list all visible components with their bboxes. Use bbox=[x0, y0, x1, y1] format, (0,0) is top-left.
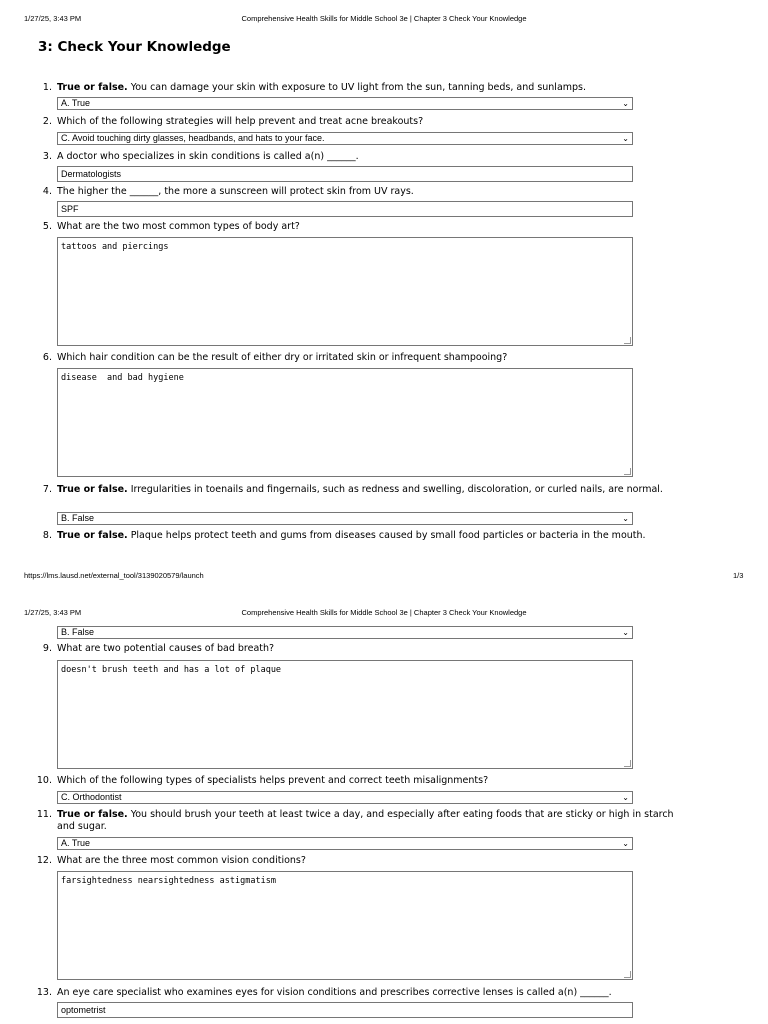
question-number: 12. bbox=[36, 855, 52, 866]
print-title: Comprehensive Health Skills for Middle School 3e | Chapter 3 Check Your Knowledge bbox=[241, 608, 527, 617]
answer-text: farsightedness nearsightedness astigmatism bbox=[61, 876, 276, 886]
question-text bbox=[57, 809, 677, 832]
question-number: 11. bbox=[36, 809, 52, 820]
answer-textarea[interactable] bbox=[57, 660, 633, 769]
answer-select[interactable] bbox=[57, 837, 633, 850]
question-body: You can damage your skin with exposure to UV light from the sun, tanning beds, and sunlamps. bbox=[127, 82, 587, 93]
chevron-down-icon: ⌄ bbox=[622, 628, 629, 637]
page-number: 1/3 bbox=[733, 571, 744, 580]
question-text: An eye care specialist who examines eyes for vision conditions and prescribes corrective lenses is called a(n) ______. bbox=[57, 987, 612, 998]
chevron-down-icon: ⌄ bbox=[622, 134, 629, 143]
answer-select[interactable] bbox=[57, 97, 633, 110]
question-number: 1. bbox=[42, 82, 52, 93]
question-number: 2. bbox=[42, 116, 52, 127]
answer-text: doesn't brush teeth and has a lot of plaque bbox=[61, 665, 282, 675]
chevron-down-icon: ⌄ bbox=[622, 99, 629, 108]
true-false-label: True or false. bbox=[57, 530, 128, 541]
question-number: 10. bbox=[36, 775, 52, 786]
answer-textarea[interactable] bbox=[57, 871, 633, 980]
question-text bbox=[57, 82, 677, 94]
question-body: Plaque helps protect teeth and gums from diseases caused by small food particles or bacteria in the mouth. bbox=[127, 530, 646, 541]
question-number: 8. bbox=[42, 530, 52, 541]
question-number: 5. bbox=[42, 221, 52, 232]
question-number: 3. bbox=[42, 151, 52, 162]
selected-value: B. False bbox=[61, 627, 95, 637]
question-text bbox=[57, 484, 677, 496]
question-number: 13. bbox=[36, 987, 52, 998]
question-number: 6. bbox=[42, 352, 52, 363]
print-date: 1/27/25, 3:43 PM bbox=[24, 608, 82, 617]
answer-textarea[interactable] bbox=[57, 368, 633, 477]
answer-input[interactable]: Dermatologists bbox=[57, 166, 633, 182]
answer-select[interactable] bbox=[57, 626, 633, 639]
page-title: 3: Check Your Knowledge bbox=[38, 39, 231, 55]
answer-text: tattoos and piercings bbox=[61, 242, 169, 252]
print-title: Comprehensive Health Skills for Middle School 3e | Chapter 3 Check Your Knowledge bbox=[241, 14, 527, 23]
selected-value: A. True bbox=[61, 98, 91, 108]
answer-text: disease and bad hygiene bbox=[61, 373, 184, 383]
question-text: Which of the following strategies will help prevent and treat acne breakouts? bbox=[57, 116, 424, 127]
question-text: What are the three most common vision conditions? bbox=[57, 855, 306, 866]
print-url: https://lms.lausd.net/external_tool/3139020579/launch bbox=[24, 571, 204, 580]
question-text: Which of the following types of specialists helps prevent and correct teeth misalignments? bbox=[57, 775, 489, 786]
question-text: A doctor who specializes in skin conditions is called a(n) ______. bbox=[57, 151, 359, 162]
question-body: Irregularities in toenails and fingernails, such as redness and swelling, discoloration, or curled nails, are normal. bbox=[127, 484, 663, 495]
question-text: What are two potential causes of bad breath? bbox=[57, 643, 275, 654]
answer-select[interactable] bbox=[57, 791, 633, 804]
question-number: 4. bbox=[42, 186, 52, 197]
true-false-label: True or false. bbox=[57, 809, 128, 820]
answer-input[interactable]: SPF bbox=[57, 201, 633, 217]
answer-textarea[interactable] bbox=[57, 237, 633, 346]
question-text: What are the two most common types of body art? bbox=[57, 221, 300, 232]
question-number: 7. bbox=[42, 484, 52, 495]
question-number: 9. bbox=[42, 643, 52, 654]
answer-input[interactable]: optometrist bbox=[57, 1002, 633, 1018]
answer-select[interactable] bbox=[57, 132, 633, 145]
selected-value: C. Avoid touching dirty glasses, headbands, and hats to your face. bbox=[61, 133, 325, 143]
question-text: The higher the ______, the more a sunscreen will protect skin from UV rays. bbox=[57, 186, 414, 197]
resize-handle-icon[interactable] bbox=[624, 760, 631, 767]
resize-handle-icon[interactable] bbox=[624, 971, 631, 978]
resize-handle-icon[interactable] bbox=[624, 337, 631, 344]
question-text bbox=[57, 530, 677, 542]
question-body: You should brush your teeth at least twice a day, and especially after eating foods that are sticky or high in starch and sugar. bbox=[57, 809, 674, 832]
true-false-label: True or false. bbox=[57, 484, 128, 495]
print-date: 1/27/25, 3:43 PM bbox=[24, 14, 82, 23]
selected-value: B. False bbox=[61, 513, 95, 523]
chevron-down-icon: ⌄ bbox=[622, 793, 629, 802]
true-false-label: True or false. bbox=[57, 82, 128, 93]
answer-select[interactable] bbox=[57, 512, 633, 525]
resize-handle-icon[interactable] bbox=[624, 468, 631, 475]
chevron-down-icon: ⌄ bbox=[622, 839, 629, 848]
question-text: Which hair condition can be the result of either dry or irritated skin or infrequent shampooing? bbox=[57, 352, 508, 363]
selected-value: C. Orthodontist bbox=[61, 792, 122, 802]
chevron-down-icon: ⌄ bbox=[622, 514, 629, 523]
selected-value: A. True bbox=[61, 838, 91, 848]
